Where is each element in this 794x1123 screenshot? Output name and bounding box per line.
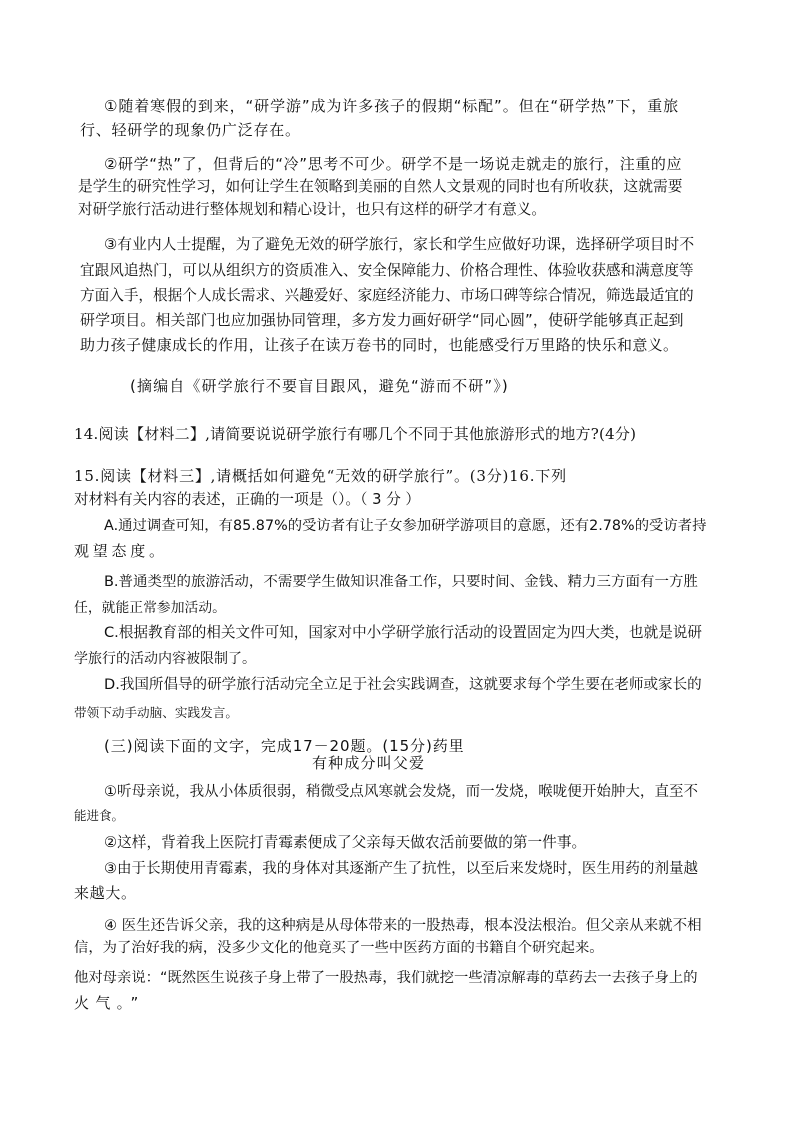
m3-source: (摘编自《研学旅行不要盲目跟风，避免“游而不研”》) <box>130 377 509 395</box>
option-d-line2: 带领下动手动脑、实践发言。 <box>74 705 238 720</box>
s3-p1-line2: 能进食。 <box>74 808 125 823</box>
m3-p3-line1: ③有业内人士提醒，为了避免无效的研学旅行，家长和学生应做好功课，选择研学项目时不 <box>104 236 695 253</box>
m3-p1-line1: ①随着寒假的到来，“研学游”成为许多孩子的假期“标配”。但在“研学热”下，重旅 <box>104 97 679 115</box>
m3-p2-line2: 是学生的研究性学习，如何让学生在领略到美丽的自然人文景观的同时也有所收获，这就需要 <box>78 178 683 195</box>
question-14: 14.阅读【材料二】,请简要说说研学旅行有哪几个不同于其他旅游形式的地方?(4分) <box>74 425 637 443</box>
option-a-line2: 观望态度。 <box>74 542 168 560</box>
m3-p3-line5: 助力孩子健康成长的作用，让孩子在读万卷书的同时，也能感受行万里路的快乐和意义。 <box>80 336 679 354</box>
m3-p2-line1: ②研学“热”了，但背后的“冷”思考不可少。研学不是一场说走就走的旅行，注重的应 <box>104 155 683 173</box>
question-16-stem: 对材料有关内容的表述，正确的一项是（）。（ 3 分 ） <box>74 491 421 508</box>
s3-p4-line1: ④ 医生还告诉父亲，我的这种病是从母体带来的一股热毒，根本没法根治。但父亲从来就不相 <box>104 918 702 934</box>
s3-p5-line1: 他对母亲说：“既然医生说孩子身上带了一股热毒，我们就挖一些清凉解毒的草药去一去孩子身上的 <box>74 970 698 986</box>
s3-p2: ②这样，背着我上医院打青霉素便成了父亲每天做农活前要做的第一件事。 <box>104 834 587 851</box>
m3-p3-line3: 方面入手，根据个人成长需求、兴趣爱好、家庭经济能力、市场口碑等综合情况，筛选最适宜的 <box>80 287 694 304</box>
story-title: 有种成分叫父爱 <box>312 754 426 772</box>
option-c-line2: 学旅行的活动内容被限制了。 <box>74 651 256 667</box>
option-b-line1: B.普通类型的旅游活动，不需要学生做知识准备工作，只要时间、金钱、精力三方面有一方胜 <box>104 574 698 590</box>
question-15: 15.阅读【材料三】,请概括如何避免“无效的研学旅行”。(3分)16.下列 <box>74 467 567 485</box>
m3-p3-line4: 研学项目。相关部门也应加强协同管理，多方发力画好研学“同心圆”，使研学能够真正起到 <box>80 311 684 329</box>
s3-p1-line1: ①听母亲说，我从小体质很弱，稍微受点风寒就会发烧，而一发烧，喉咙便开始肿大，直至不 <box>104 784 699 800</box>
option-c-line1: C.根据教育部的相关文件可知，国家对中小学研学旅行活动的设置固定为四大类，也就是说研 <box>104 624 702 641</box>
option-a-line1: A.通过调查可知，有85.87%的受访者有让子女参加研学游项目的意愿，还有2.78%的受访者持 <box>104 518 707 534</box>
m3-p3-line2: 宜跟风追热门，可以从组织方的资质准入、安全保障能力、价格合理性、体验收获感和满意度等 <box>80 262 694 279</box>
section3-heading: (三)阅读下面的文字，完成17－20题。(15分)药里 <box>104 737 465 755</box>
m3-p2-line3: 对研学旅行活动进行整体规划和精心设计，也只有这样的研学才有意义。 <box>78 201 547 218</box>
m3-p1-line2: 行、轻研学的现象仍广泛存在。 <box>80 121 301 139</box>
s3-p5-line2: 火气。” <box>74 994 145 1012</box>
option-d-line1: D.我国所倡导的研学旅行活动完全立足于社会实践调查，这就要求每个学生要在老师或家长的 <box>104 676 702 693</box>
s3-p4-line2: 信，为了治好我的病，没多少文化的他竟买了一些中医药方面的书籍自个研究起来。 <box>74 940 604 956</box>
option-b-line2: 任，就能正常参加活动。 <box>74 600 226 616</box>
s3-p3-line2: 来越大。 <box>74 884 137 902</box>
s3-p3-line1: ③由于长期使用青霉素，我的身体对其逐渐产生了抗性，以至后来发烧时，医生用药的剂量越 <box>104 861 699 877</box>
